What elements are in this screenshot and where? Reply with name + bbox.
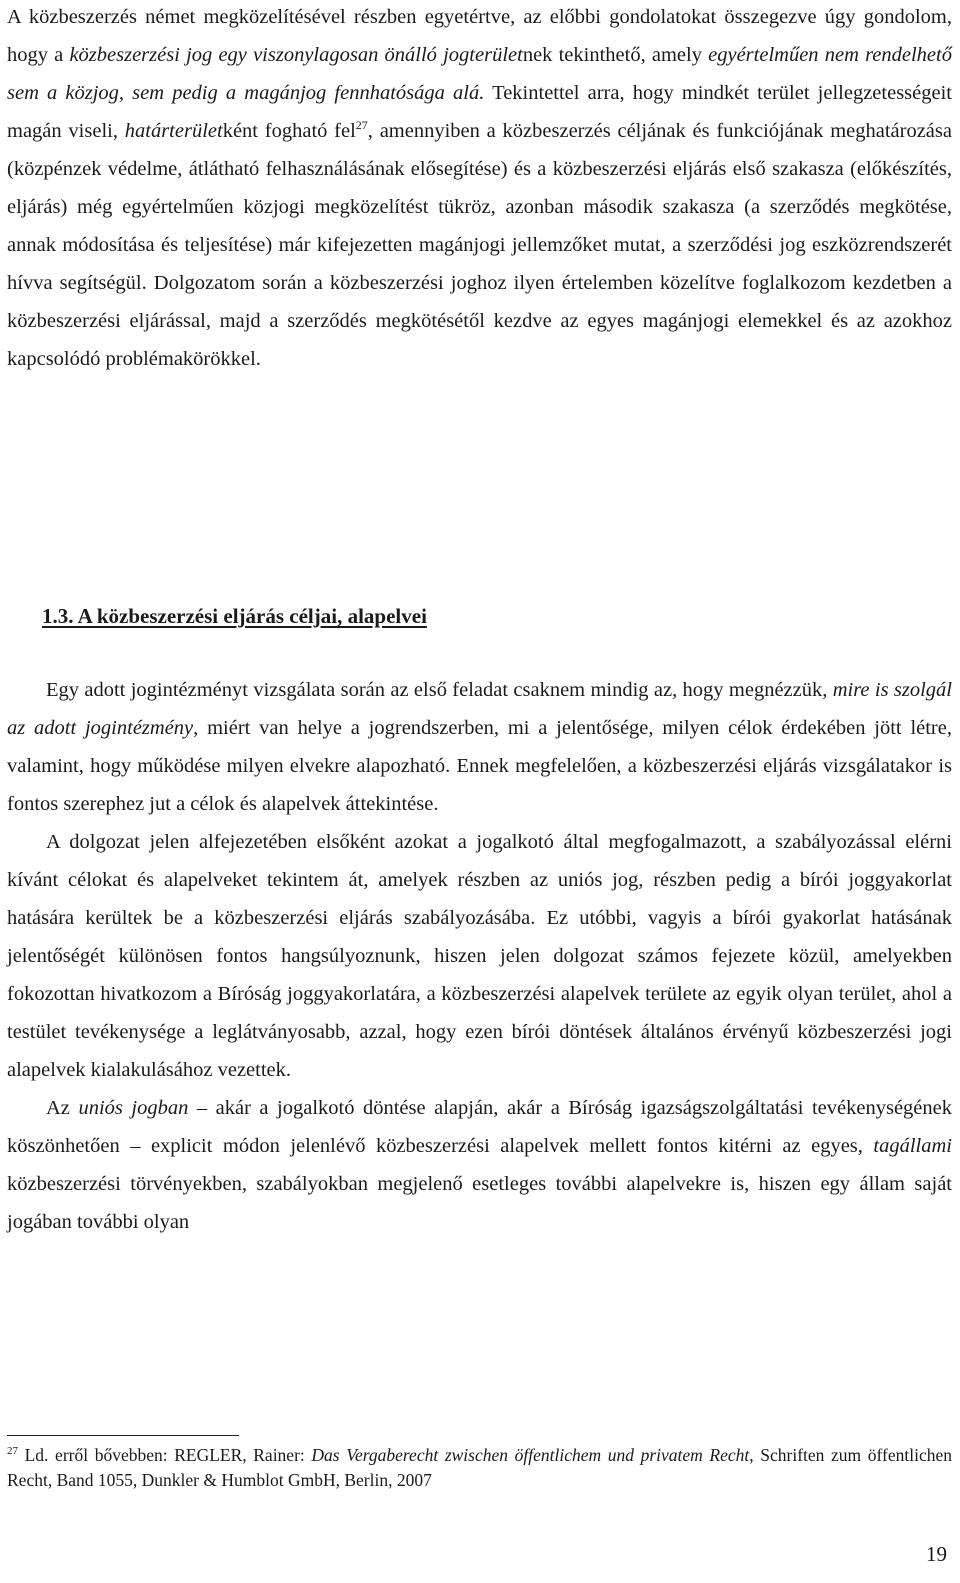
footnote-separator (7, 1435, 239, 1436)
footnote (7, 1443, 952, 1493)
text-run: Tekintettel arra, hogy mindkét terület jellegzetességeit magán viseli, (7, 82, 952, 142)
italic-run: Das Vergaberecht zwischen öffentlichem und privatem Recht (311, 1445, 750, 1465)
text-run: Az (46, 1097, 79, 1119)
italic-run: egyértelműen nem rendelhető sem a közjog, sem pedig a magánjog fennhatósága alá. (7, 44, 952, 104)
text-run: Ld. erről bővebben: REGLER, Rainer: (18, 1445, 312, 1465)
footnote-reference[interactable]: 27 (355, 118, 368, 133)
paragraph-4 (7, 1089, 952, 1241)
text-run: , miért van helye a jogrendszerben, mi a jelentősége, milyen célok érdekében jött létre, valamint, hogy működése milyen elvekre alapozható. Ennek megfelelően, a közbeszerzési eljárás vizsgálatakor is fontos szerephez jut a célok és alapelvek áttekintése. (7, 717, 952, 815)
text-run: , Schriften zum öffentlichen Recht, Band 1055, Dunkler & Humblot GmbH, Berlin, 2007 (7, 1445, 953, 1490)
footnote-number: 27 (7, 1445, 18, 1458)
page-number: 19 (926, 1542, 947, 1566)
section-heading: 1.3. A közbeszerzési eljárás céljai, alapelvei (42, 604, 427, 628)
italic-run: tagállami (873, 1135, 952, 1157)
text-run: A közbeszerzés német megközelítésével részben egyetértve, az előbbi gondolatokat összegezve úgy gondolom, hogy a (7, 6, 952, 66)
text-run: közbeszerzési törvényekben, szabályokban megjelenő esetleges további alapelvekre is, hiszen egy állam saját jogában további olyan (7, 1173, 952, 1233)
body-text-lower (7, 671, 952, 1241)
paragraph-1 (7, 0, 952, 378)
text-run: Egy adott jogintézményt vizsgálata során az első feladat csaknem mindig az, hogy megnézzük, (46, 679, 833, 701)
italic-run: mire is szolgál az adott jogintézmény (7, 679, 952, 739)
paragraph-2 (7, 671, 952, 823)
italic-run: közbeszerzési jog egy viszonylagosan önálló jogterület (69, 44, 523, 66)
text-run: – akár a jogalkotó döntése alapján, akár a Bíróság igazságszolgáltatási tevékenységének köszönhetően – explicit módon jelenlévő közbeszerzési alapelvek mellett fontos kitérni az egyes, (7, 1097, 952, 1157)
paragraph-3: A dolgozat jelen alfejezetében elsőként azokat a jogalkotó által megfogalmazott, a szabályozással elérni kívánt célokat és alapelveket tekintem át, amelyek részben az uniós jog, részben pedig a bírói joggyakorlat hatására kerültek be a közbeszerzési eljárás szabályozásába. Ez utóbbi, vagyis a bírói gyakorlat hatásának jelentőségét különösen fontos hangsúlyoznunk, hiszen jelen dolgozat számos fejezete közül, amelyekben fokozottan hivatkozom a Bíróság joggyakorlatára, a közbeszerzési alapelvek területe az egyik olyan terület, ahol a testület tevékenysége a leglátványosabb, azzal, hogy ezen bírói döntések általános érvényű közbeszerzési jogi alapelvek kialakulásához vezettek. (7, 831, 952, 1081)
body-text-upper (7, 0, 952, 378)
italic-run: határterület (124, 120, 223, 142)
text-run: nek tekinthető, amely (522, 44, 709, 66)
text-run: , amennyiben a közbeszerzés céljának és funkciójának meghatározása (közpénzek védelme, átlátható felhasználásának elősegítése) és a közbeszerzési eljárás első szakasza (előkészítés, eljárás) még egyértelműen közjogi megközelítést tükröz, azonban második szakasza (a szerződés megkötése, annak módosítása és teljesítése) már kifejezetten magánjogi jellemzőket mutat, a szerződési jog eszközrendszerét hívva segítségül. Dolgozatom során a közbeszerzési joghoz ilyen értelemben közelítve foglalkozom kezdetben a közbeszerzési eljárással, majd a szerződés megkötésétől kezdve az egyes magánjogi elemekkel és az azokhoz kapcsolódó problémakörökkel. (7, 120, 952, 370)
italic-run: uniós jogban (78, 1097, 189, 1119)
text-run: ként fogható fel (222, 120, 356, 142)
